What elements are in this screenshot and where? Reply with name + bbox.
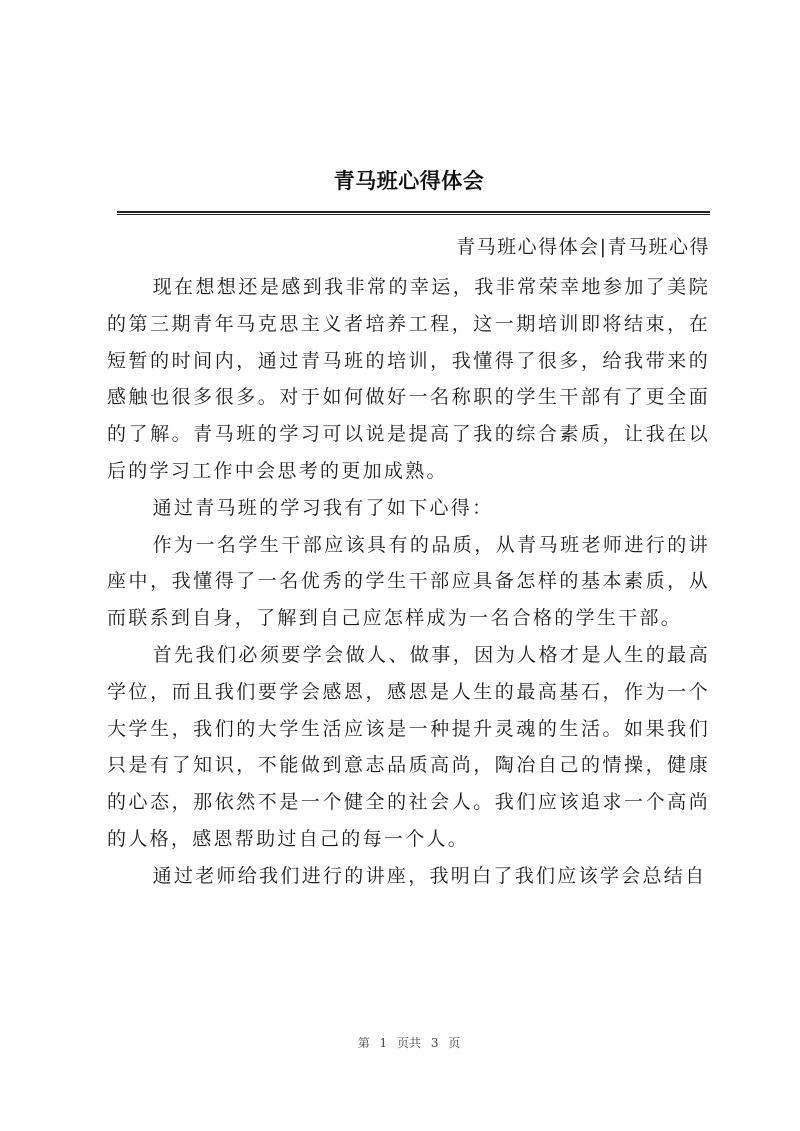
title-divider (117, 211, 710, 215)
page-footer: 第 1 页共 3 页 (357, 1036, 461, 1050)
paragraph: 通过青马班的学习我有了如下心得： (152, 496, 494, 519)
paragraph: 现在想想还是感到我非常的幸运，我非常荣幸地参加了美院的第三期青年马克思主义者培养工程，这一期培训即将结束，在短暂的时间内，通过青马班的培训，我懂得了很多，给我带来的感触也很多很多。对于如何做好一名称职的学生干部有了更全面的了解。青马班的学习可以说是提高了我的综合素质，让我在以后的学习工作中会思考的更加成熟。 (107, 276, 710, 482)
paragraph: 首先我们必须要学会做人、做事，因为人格才是人生的最高学位，而且我们要学会感恩，感恩是人生的最高基石，作为一个大学生，我们的大学生活应该是一种提升灵魂的生活。如果我们只是有了知识，不能做到意志品质高尚，陶冶自己的情操，健康的心态，那依然不是一个健全的社会人。我们应该追求一个高尚的人格，感恩帮助过自己的每一个人。 (107, 643, 710, 850)
document-body (107, 269, 710, 895)
paragraph: 通过老师给我们进行的讲座，我明白了我们应该学会总结自 (152, 864, 707, 887)
paragraph: 作为一名学生干部应该具有的品质，从青马班老师进行的讲座中，我懂得了一名优秀的学生干部应具备怎样的基本素质，从而联系到自身，了解到自己应怎样成为一名合格的学生干部。 (107, 533, 710, 630)
document-subtitle: 青马班心得体会|青马班心得 (456, 236, 710, 258)
document-title: 青马班心得体会 (333, 169, 485, 193)
